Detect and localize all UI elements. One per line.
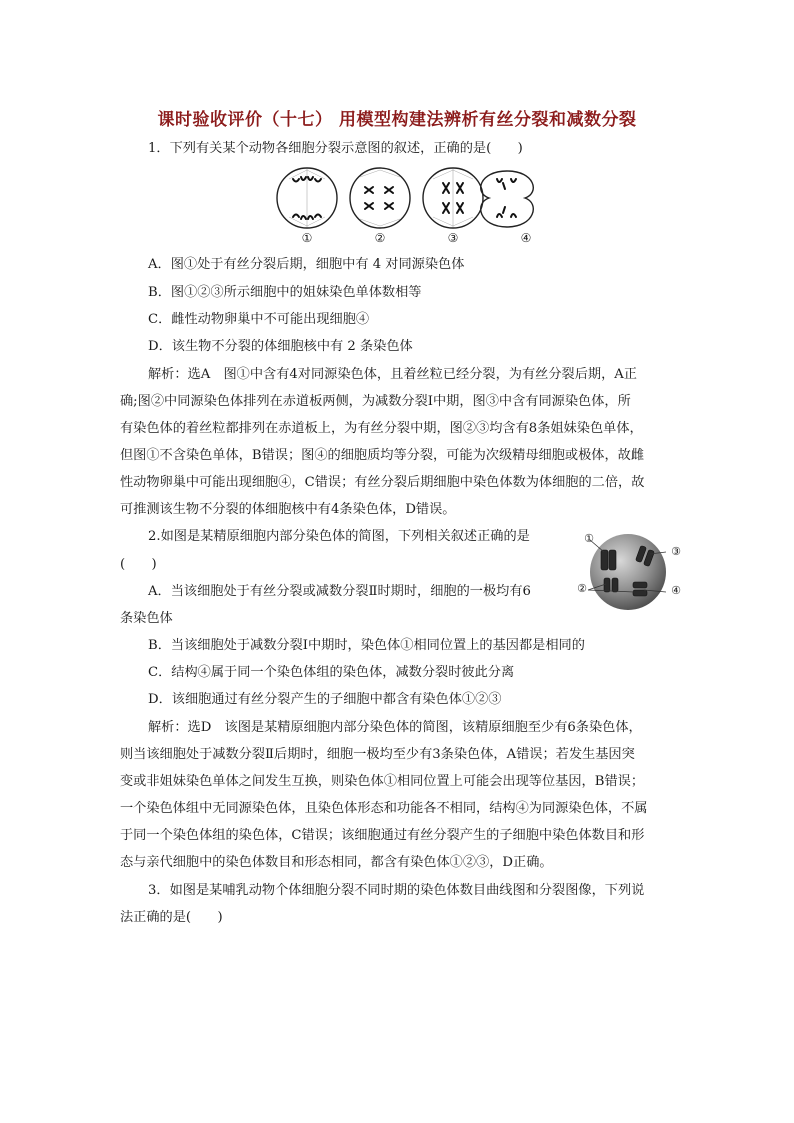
q1-option-c: C．雌性动物卵巢中不可能出现细胞④ bbox=[148, 312, 370, 327]
q2-analysis-line-6: 态与亲代细胞中的染色体数目和形态相同，都含有染色体①②③，D正确。 bbox=[120, 855, 553, 870]
q3-stem-line-1: 3．如图是某哺乳动物个体细胞分裂不同时期的染色体数目曲线图和分裂图像，下列说 bbox=[148, 883, 645, 898]
q2-fig-label-3: ③ bbox=[671, 545, 681, 558]
q1-analysis-line-4: 但图①不含染色单体，B错误；图④的细胞质均等分裂，可能为次级精母细胞或极体，故雌 bbox=[120, 448, 644, 463]
q2-analysis-line-1: 解析：选D 该图是某精原细胞内部分染色体的简图，该精原细胞至少有6条染色体， bbox=[148, 720, 642, 735]
q2-option-d: D．该细胞通过有丝分裂产生的子细胞中都含有染色体①②③ bbox=[148, 692, 502, 707]
q2-stem-line-2: ( ) bbox=[120, 557, 157, 572]
q1-fig-label-2: ② bbox=[374, 231, 386, 245]
q1-analysis-line-3: 有染色体的着丝粒都排列在赤道板上，为有丝分裂中期，图②③均含有8条姐妹染色单体， bbox=[120, 421, 643, 436]
q2-option-a-line-2: 条染色体 bbox=[120, 611, 173, 626]
q2-analysis-line-4: 一个染色体组中无同源染色体，且染色体形态和功能各不相同，结构④为同源染色体，不属 bbox=[120, 801, 648, 816]
q3-stem-line-2: 法正确的是( ) bbox=[120, 910, 223, 925]
q2-analysis-line-2: 则当该细胞处于减数分裂Ⅱ后期时，细胞一极均至少有3条染色体，A错误；若发生基因突 bbox=[120, 747, 635, 762]
q1-option-d: D．该生物不分裂的体细胞核中有 2 条染色体 bbox=[148, 339, 413, 354]
q2-fig-label-1: ① bbox=[584, 532, 594, 545]
q1-analysis-line-2: 确;图②中同源染色体排列在赤道板两侧，为减数分裂Ⅰ中期，图③中含有同源染色体，所 bbox=[120, 394, 631, 409]
q1-analysis-line-5: 性动物卵巢中可能出现细胞④，C错误；有丝分裂后期细胞中染色体数为体细胞的二倍，故 bbox=[120, 475, 645, 490]
q2-fig-label-2: ② bbox=[577, 582, 587, 595]
q1-option-a: A．图①处于有丝分裂后期，细胞中有 4 对同源染色体 bbox=[148, 257, 465, 272]
cell-3-diagram bbox=[423, 168, 483, 228]
q2-option-a-line-1: A．当该细胞处于有丝分裂或减数分裂Ⅱ时期时，细胞的一极均有6 bbox=[148, 584, 531, 599]
q1-analysis-line-6: 可推测该生物不分裂的体细胞核中有4条染色体，D错误。 bbox=[120, 502, 456, 517]
cell-4-diagram bbox=[481, 171, 534, 227]
q2-analysis-line-3: 变或非姐妹染色单体之间发生互换，则染色体①相同位置上可能会出现等位基因，B错误； bbox=[120, 774, 644, 789]
q1-analysis-line-1: 解析：选A 图①中含有4对同源染色体，且着丝粒已经分裂，为有丝分裂后期，A正 bbox=[148, 367, 637, 382]
q1-fig-label-4: ④ bbox=[520, 231, 532, 245]
q2-option-c: C．结构④属于同一个染色体组的染色体，减数分裂时彼此分离 bbox=[148, 665, 515, 680]
cell-1-diagram bbox=[277, 168, 337, 228]
q1-option-b: B．图①②③所示细胞中的姐妹染色单体数相等 bbox=[148, 285, 422, 300]
q2-option-b: B．当该细胞处于减数分裂Ⅰ中期时，染色体①相同位置上的基因都是相同的 bbox=[148, 638, 585, 653]
q1-fig-label-1: ① bbox=[301, 231, 313, 245]
page-title: 课时验收评价（十七） 用模型构建法辨析有丝分裂和减数分裂 bbox=[157, 110, 637, 130]
cell-2-diagram bbox=[350, 168, 410, 228]
q1-fig-label-3: ③ bbox=[447, 231, 459, 245]
q1-stem: 1．下列有关某个动物各细胞分裂示意图的叙述，正确的是( ) bbox=[148, 141, 523, 156]
q2-stem-line-1: 2.如图是某精原细胞内部分染色体的简图，下列相关叙述正确的是 bbox=[148, 529, 530, 544]
q1-cell-figure bbox=[275, 165, 550, 235]
q2-analysis-line-5: 于同一个染色体组的染色体，C错误；该细胞通过有丝分裂产生的子细胞中染色体数目和形 bbox=[120, 828, 645, 843]
q2-fig-label-4: ④ bbox=[671, 584, 681, 597]
